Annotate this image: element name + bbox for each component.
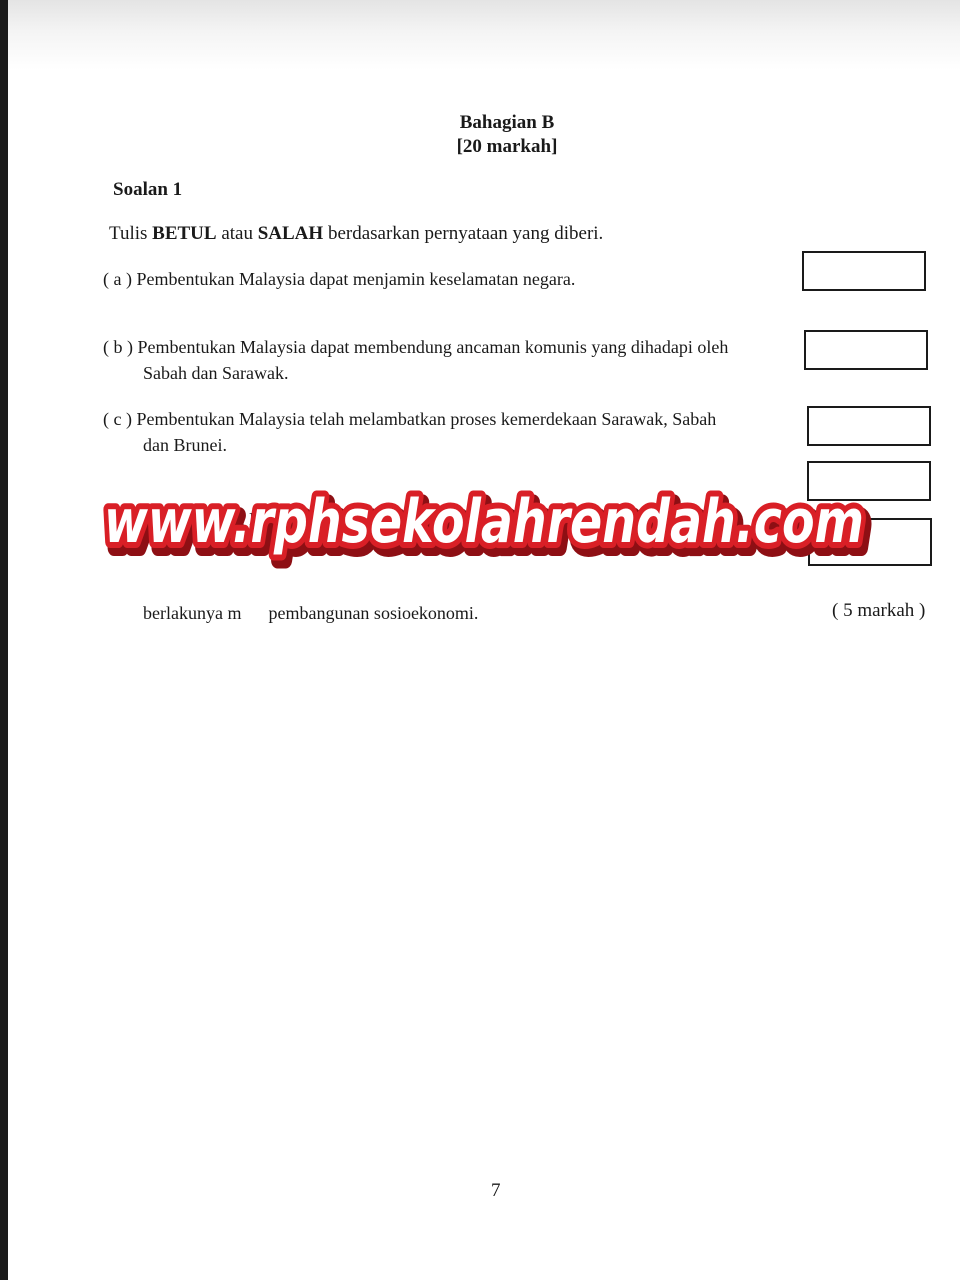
question-instruction — [109, 223, 603, 245]
left-page-edge — [0, 0, 8, 1280]
section-title: Bahagian B — [459, 112, 555, 133]
section-marks: [20 markah] — [456, 136, 558, 157]
answer-box-a[interactable] — [802, 251, 926, 291]
watermark-banner — [86, 480, 886, 572]
instruction-text-3: berdasarkan pernyataan yang diberi. — [323, 223, 604, 244]
answer-box-b[interactable] — [804, 330, 928, 370]
instruction-betul: BETUL — [152, 223, 217, 244]
statement-a-line-1: ( a ) Pembentukan Malaysia dapat menjamin keselamatan negara. — [103, 269, 576, 289]
answer-box-c[interactable] — [807, 406, 931, 446]
top-shadow — [8, 0, 960, 70]
total-marks: ( 5 markah ) — [832, 600, 926, 621]
watermark-text: www.rphsekolahrendah.com — [104, 487, 864, 557]
watermark-outline: www.rphsekolahrendah.com — [104, 487, 864, 557]
statement-c-line-2: dan Brunei. — [143, 435, 227, 455]
statement-c — [103, 406, 793, 458]
statement-c-line-1: ( c ) Pembentukan Malaysia telah melambatkan proses kemerdekaan Sarawak, Sabah — [103, 409, 717, 429]
statement-a — [103, 266, 793, 292]
statement-b — [103, 334, 793, 386]
statement-d-line-1: ( d ) Pembentukan Malav lah mer bk es angan kaum. — [112, 509, 583, 529]
instruction-text-1: Tulis — [109, 223, 153, 244]
instruction-text-2: atau — [216, 223, 258, 244]
statement-e-line-2: berlakunya m pembangunan sosioekonomi. — [143, 603, 479, 623]
watermark-graphic — [86, 480, 886, 572]
page-number: 7 — [491, 1180, 501, 1201]
statement-b-line-2: Sabah dan Sarawak. — [143, 363, 289, 383]
statement-b-line-1: ( b ) Pembentukan Malaysia dapat membendung ancaman komunis yang dihadapi oleh — [103, 337, 729, 357]
question-label: Soalan 1 — [113, 179, 183, 200]
instruction-salah: SALAH — [257, 223, 324, 244]
watermark-shadow: www.rphsekolahrendah.com — [108, 493, 868, 563]
